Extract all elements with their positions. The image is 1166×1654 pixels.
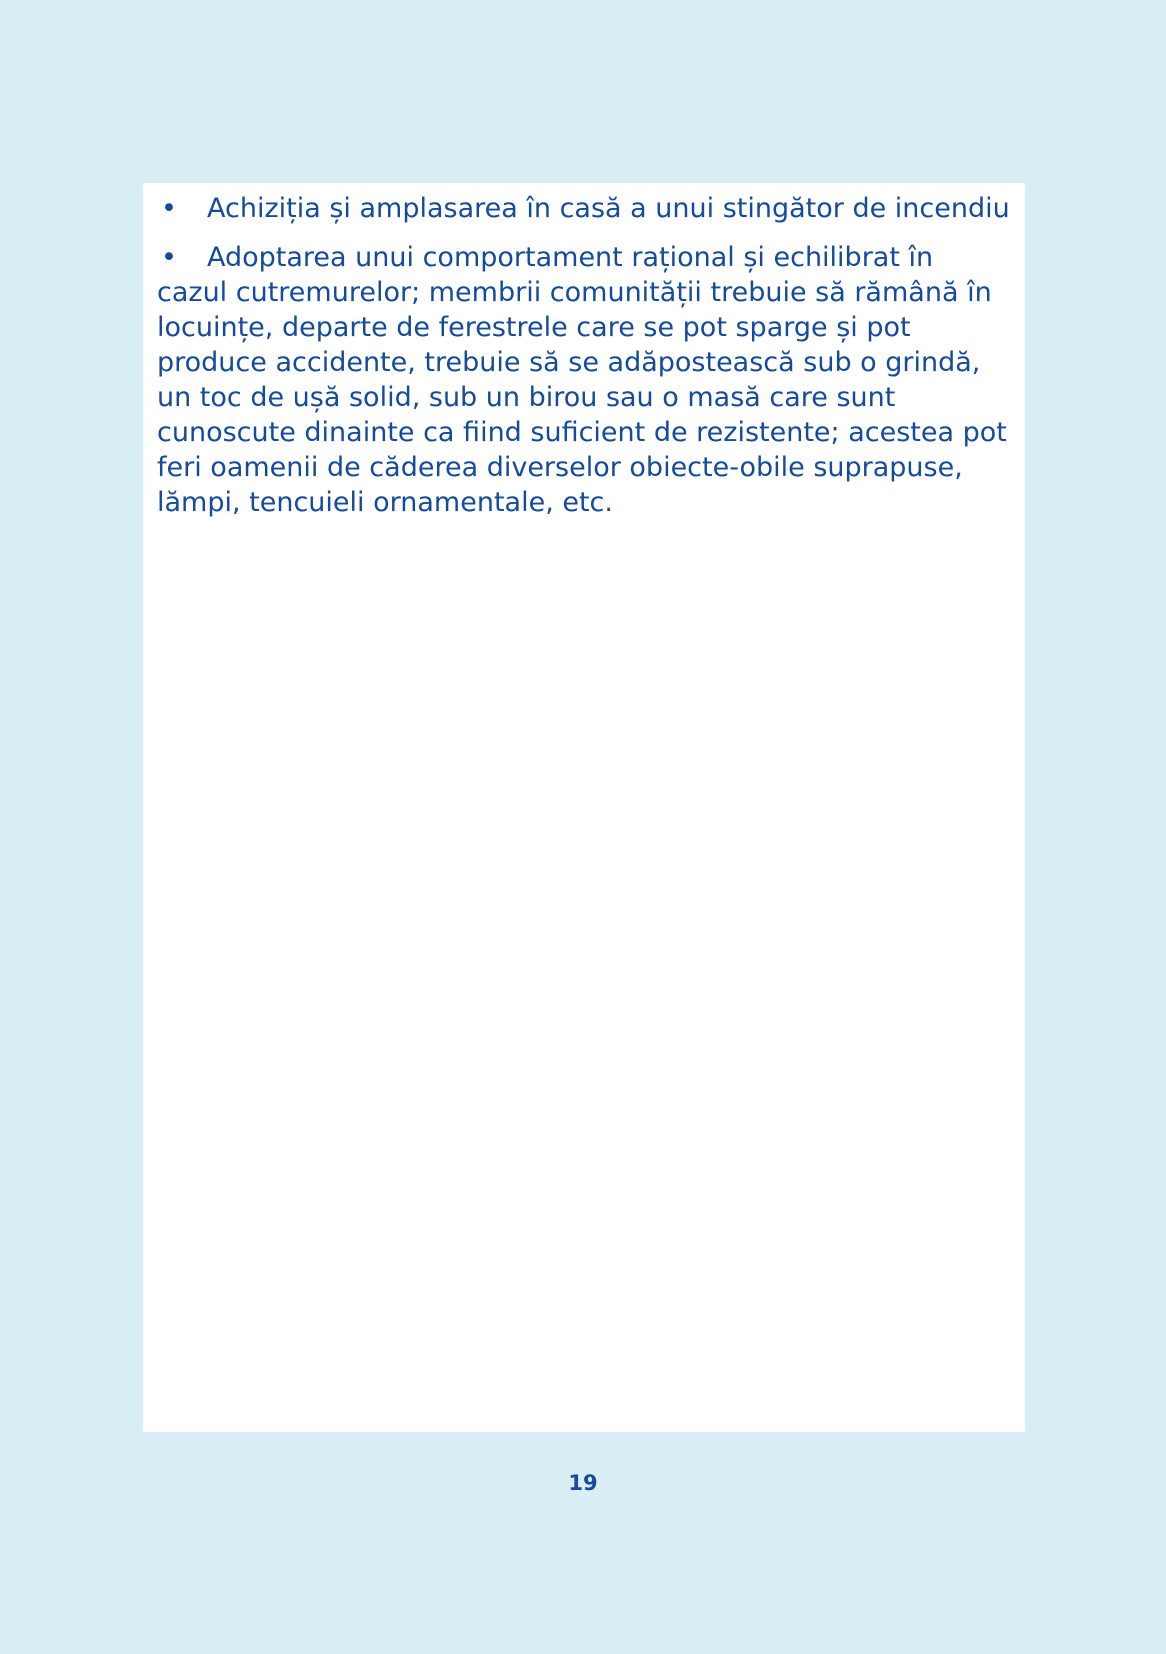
bullet-text-2: Adoptarea unui comportament rațional și echilibrat în cazul cutremurelor; membrii comunității trebuie să rămână în locuințe, departe de ferestrele care se pot sparge și pot produce accidente, trebuie să se adăpostească sub o grindă, un toc de ușă solid, sub un birou sau o masă care sunt cunoscute dinainte ca fiind suficient de rezistente; acestea pot feri oamenii de căderea diverselor obiecte-obile suprapuse, lămpi, tencuieli ornamentale, etc. [157, 242, 1007, 518]
bullet-marker: • [161, 193, 177, 224]
content-box [143, 183, 1025, 1432]
page-number: 19 [568, 1471, 598, 1495]
bullet-paragraph-1 [157, 191, 1011, 226]
bullet-paragraph-2 [157, 240, 1011, 520]
bullet-text-1: Achiziția și amplasarea în casă a unui stingător de incendiu [207, 193, 1010, 224]
bullet-marker: • [161, 242, 177, 273]
